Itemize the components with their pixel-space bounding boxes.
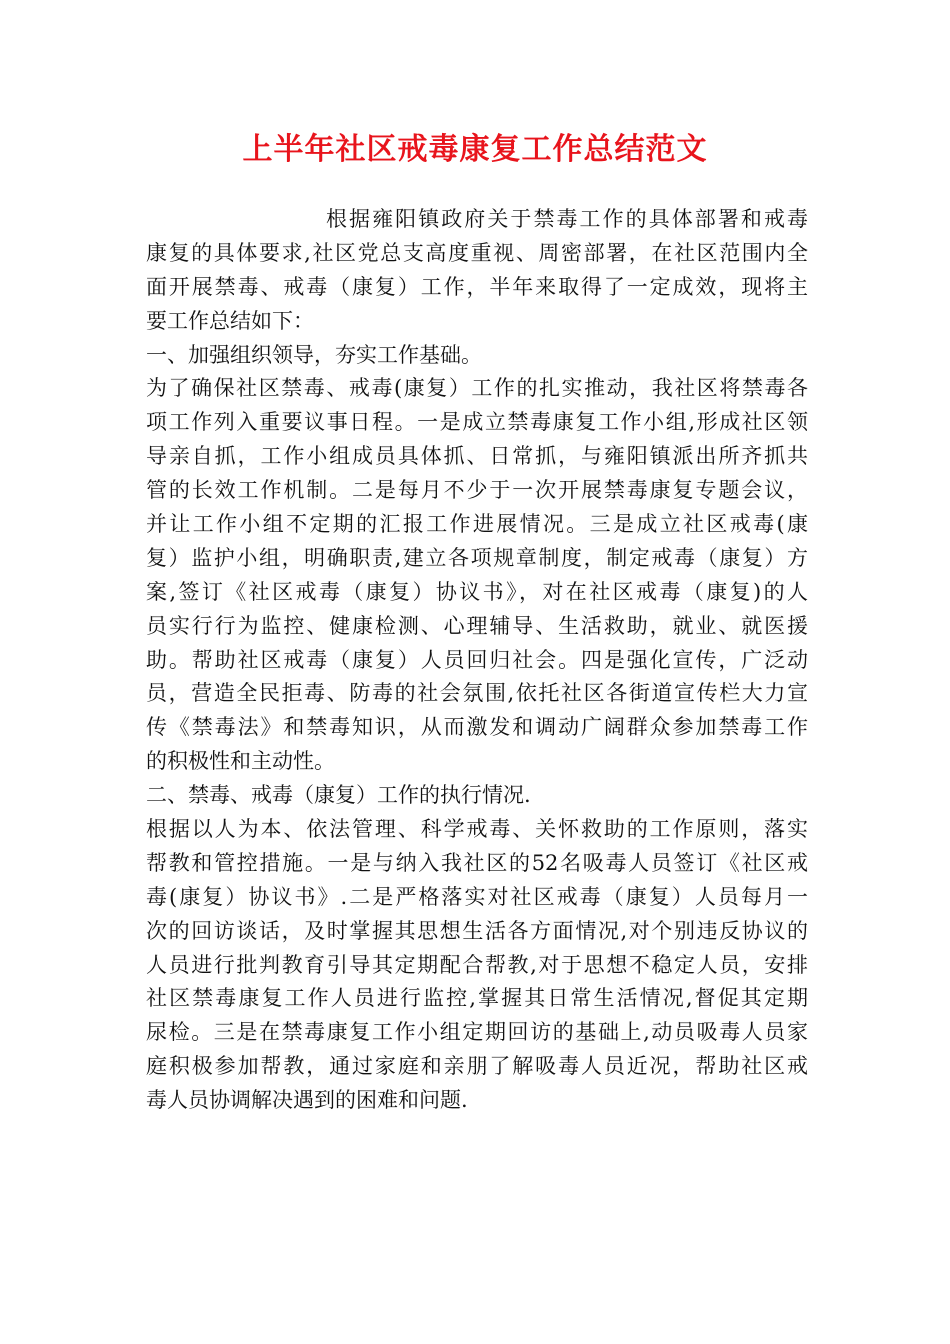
paragraph-line: 传《禁毒法》和禁毒知识，从而激发和调动广阔群众参加禁毒工作 [146,715,808,740]
paragraph-line: 的积极性和主动性。 [146,749,335,774]
section-heading-1: 一、加强组织领导，夯实工作基础。 [146,342,482,367]
paragraph-line: 根据以人为本、依法管理、科学戒毒、关怀救助的工作原则，落实 [146,817,808,842]
paragraph-line: 次的回访谈话，及时掌握其思想生活各方面情况,对个别违反协议的 [146,918,808,943]
paragraph-line: 员，营造全民拒毒、防毒的社会氛围,依托社区各街道宣传栏大力宣 [146,681,808,706]
paragraph-line: 管的长效工作机制。二是每月不少于一次开展禁毒康复专题会议， [146,478,808,503]
paragraph-line: 人员进行批判教育引导其定期配合帮教,对于思想不稳定人员，安排 [146,952,808,977]
paragraph-line: 案,签订《社区戒毒（康复）协议书》，对在社区戒毒（康复)的人 [146,579,808,604]
paragraph-line: 根据雍阳镇政府关于禁毒工作的具体部署和戒毒 [326,207,808,231]
paragraph-line: 庭积极参加帮教，通过家庭和亲朋了解吸毒人员近况，帮助社区戒 [146,1054,808,1079]
section-heading-2: 二、禁毒、戒毒（康复）工作的执行情况. [146,783,531,808]
paragraph-line: 项工作列入重要议事日程。一是成立禁毒康复工作小组,形成社区领 [146,410,808,435]
document-title: 上半年社区戒毒康复工作总结范文 [242,132,708,167]
paragraph-line: 复）监护小组，明确职责,建立各项规章制度，制定戒毒（康复）方 [146,545,808,570]
paragraph-line: 毒(康复）协议书》.二是严格落实对社区戒毒（康复）人员每月一 [146,884,808,909]
paragraph-line: 导亲自抓，工作小组成员具体抓、日常抓，与雍阳镇派出所齐抓共 [146,444,808,469]
document-body [146,203,808,1118]
paragraph-line: 尿检。三是在禁毒康复工作小组定期回访的基础上,动员吸毒人员家 [146,1020,808,1045]
paragraph-line: 面开展禁毒、戒毒（康复）工作，半年来取得了一定成效，现将主 [146,274,808,299]
paragraph-line: 并让工作小组不定期的汇报工作进展情况。三是成立社区戒毒(康 [146,512,808,537]
paragraph-line: 康复的具体要求,社区党总支高度重视、周密部署，在社区范围内全 [146,240,808,265]
paragraph-line: 社区禁毒康复工作人员进行监控,掌握其日常生活情况,督促其定期 [146,986,808,1011]
paragraph-line: 要工作总结如下： [146,308,314,333]
paragraph-line: 员实行行为监控、健康检测、心理辅导、生活救助，就业、就医援 [146,613,808,638]
paragraph-line: 毒人员协调解决遇到的困难和问题. [146,1088,468,1113]
paragraph-line: 助。帮助社区戒毒（康复）人员回归社会。四是强化宣传，广泛动 [146,647,808,672]
paragraph-line: 帮教和管控措施。一是与纳入我社区的52名吸毒人员签订《社区戒 [146,850,808,875]
paragraph-line: 为了确保社区禁毒、戒毒(康复）工作的扎实推动，我社区将禁毒各 [146,376,808,401]
